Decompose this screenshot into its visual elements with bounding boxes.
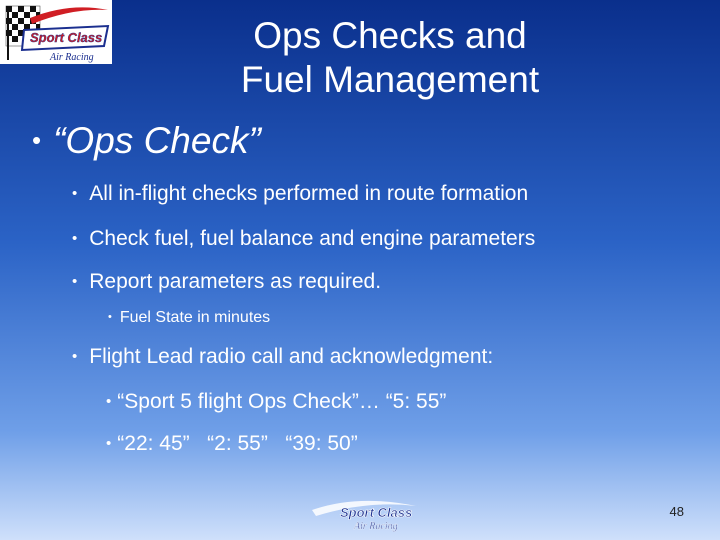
bullet-dot: •	[106, 393, 112, 410]
sub-list-item-text: Fuel State in minutes	[119, 309, 271, 326]
logo-top-line1: Sport Class	[30, 30, 103, 45]
list-item-text: Report parameters as required.	[89, 270, 382, 293]
sport-class-logo-top	[0, 0, 112, 64]
list-item-text: Flight Lead radio call and acknowledgment:	[89, 345, 494, 368]
sub-list-item	[108, 309, 270, 327]
call-item	[106, 432, 358, 456]
page-number: 48	[669, 504, 684, 519]
bullet-dot: •	[108, 311, 112, 323]
list-item	[72, 182, 528, 206]
call-item-text: “22: 45” “2: 55” “39: 50”	[117, 432, 358, 455]
bullet-dot: •	[32, 125, 42, 155]
main-bullet	[32, 120, 261, 162]
slide-title	[200, 14, 580, 102]
list-item	[72, 345, 493, 369]
logo-bottom-line1: Sport Class	[340, 505, 413, 520]
bullet-dot: •	[72, 273, 78, 290]
title-line-2: Fuel Management	[240, 59, 540, 100]
list-item-text: Check fuel, fuel balance and engine parameters	[89, 227, 536, 250]
bullet-dot: •	[72, 185, 78, 202]
call-item-text: “Sport 5 flight Ops Check”… “5: 55”	[117, 390, 447, 413]
bullet-dot: •	[72, 230, 78, 247]
logo-bottom-line2: Air Racing	[354, 521, 398, 532]
bullet-dot: •	[72, 348, 78, 365]
list-item	[72, 227, 535, 251]
title-line-1: Ops Checks and	[253, 15, 527, 56]
list-item-text: All in-flight checks performed in route formation	[89, 182, 529, 205]
logo-top-line2: Air Racing	[50, 52, 94, 63]
call-item	[106, 390, 446, 414]
bullet-dot: •	[106, 435, 112, 452]
sport-class-logo-bottom	[308, 496, 420, 536]
list-item	[72, 270, 381, 294]
main-bullet-text: “Ops Check”	[53, 120, 261, 161]
